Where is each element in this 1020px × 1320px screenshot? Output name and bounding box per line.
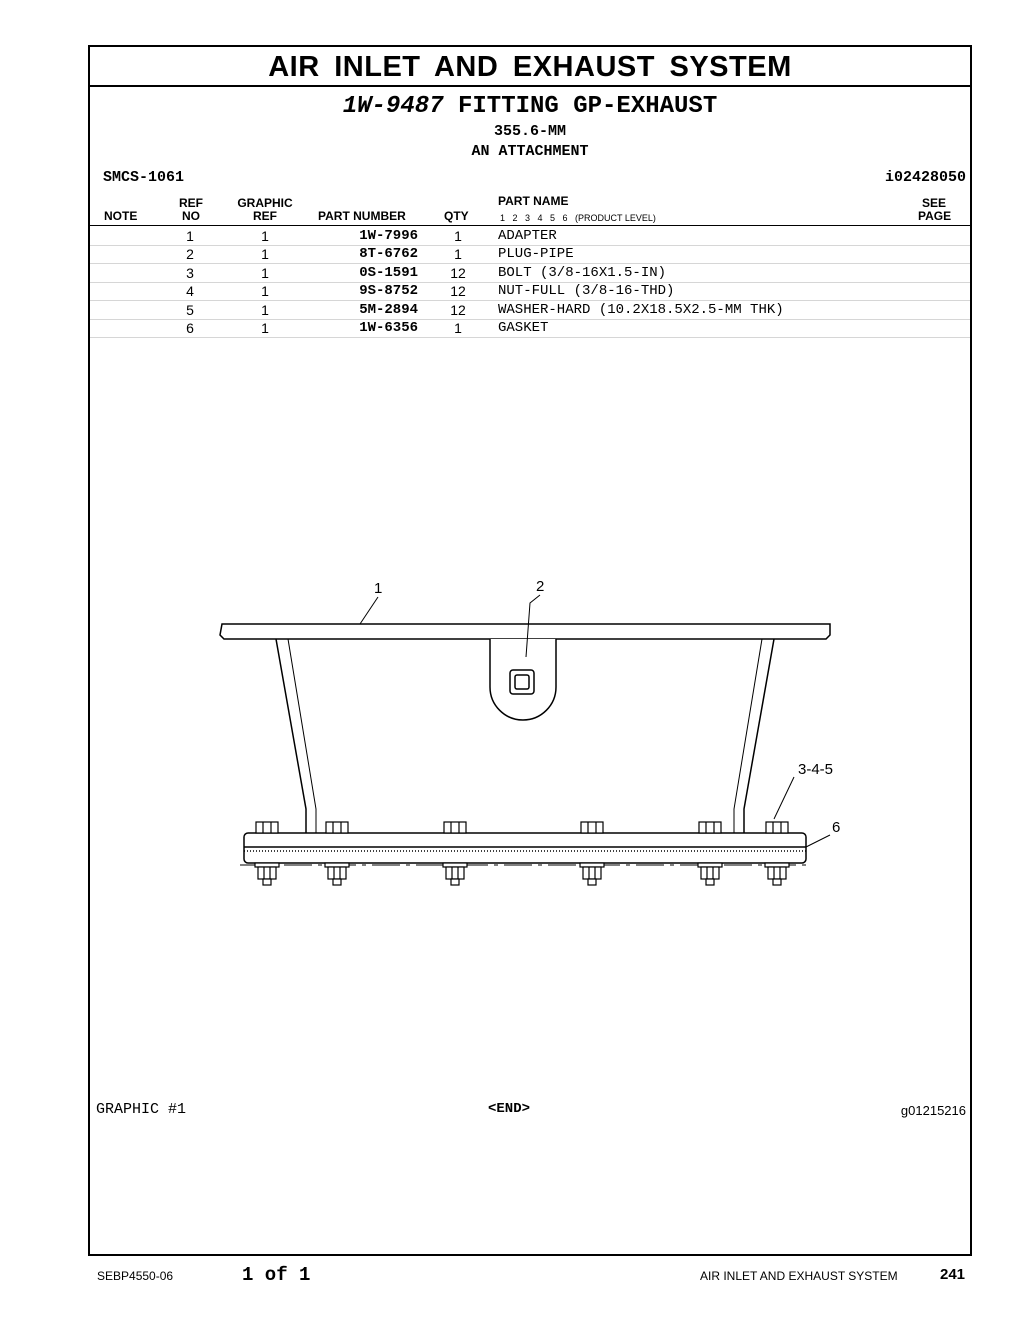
row-qty: 1 bbox=[454, 228, 462, 244]
col-note: NOTE bbox=[104, 209, 138, 223]
row-part-number: 1W-7996 bbox=[359, 228, 418, 244]
row-graphic-ref: 1 bbox=[261, 283, 269, 300]
group-part-number: 1W-9487 bbox=[342, 93, 444, 120]
section-title: AIR INLET AND EXHAUST SYSTEM bbox=[90, 47, 970, 87]
row-part-name: GASKET bbox=[498, 320, 549, 336]
row-qty: 12 bbox=[450, 283, 466, 300]
exhaust-fitting-diagram bbox=[90, 47, 970, 1254]
col-graphic-bottom: REF bbox=[253, 209, 277, 223]
callout-2: 2 bbox=[536, 578, 545, 595]
smcs-code: SMCS-1061 bbox=[103, 169, 185, 186]
row-graphic-ref: 1 bbox=[261, 246, 269, 263]
row-qty: 12 bbox=[450, 301, 466, 318]
row-part-name: PLUG-PIPE bbox=[498, 246, 574, 263]
row-ref-no: 1 bbox=[186, 228, 194, 244]
col-product-levels: 1 2 3 4 5 6 (PRODUCT LEVEL) bbox=[500, 213, 656, 223]
row-part-number: 0S-1591 bbox=[359, 264, 418, 281]
col-see-bottom: PAGE bbox=[918, 209, 952, 223]
end-marker: <END> bbox=[488, 1101, 531, 1117]
group-description: AN ATTACHMENT bbox=[471, 143, 589, 160]
col-ref-bottom: NO bbox=[182, 209, 200, 223]
callout-1: 1 bbox=[374, 580, 383, 597]
graphic-label: GRAPHIC #1 bbox=[96, 1101, 187, 1118]
row-part-name: WASHER-HARD (10.2X18.5X2.5-MM THK) bbox=[498, 301, 784, 318]
row-qty: 1 bbox=[454, 320, 462, 336]
row-part-name: BOLT (3/8-16X1.5-IN) bbox=[498, 264, 667, 281]
col-qty: QTY bbox=[444, 209, 469, 223]
row-ref-no: 3 bbox=[186, 264, 194, 281]
group-size: 355.6-MM bbox=[493, 123, 566, 140]
footer-page-count: 1 of 1 bbox=[242, 1264, 311, 1286]
row-ref-no: 6 bbox=[186, 320, 194, 336]
callout-3-4-5: 3-4-5 bbox=[798, 761, 834, 778]
row-ref-no: 2 bbox=[186, 246, 194, 263]
col-part-number: PART NUMBER bbox=[318, 209, 406, 223]
col-graphic-top: GRAPHIC bbox=[237, 196, 293, 210]
col-see-top: SEE bbox=[922, 196, 947, 210]
row-ref-no: 5 bbox=[186, 301, 194, 318]
row-graphic-ref: 1 bbox=[261, 264, 269, 281]
footer-page-number: 241 bbox=[940, 1266, 966, 1283]
row-graphic-ref: 1 bbox=[261, 301, 269, 318]
row-graphic-ref: 1 bbox=[261, 228, 269, 244]
callout-6: 6 bbox=[832, 819, 841, 836]
page-frame bbox=[88, 45, 972, 1256]
row-part-name: NUT-FULL (3/8-16-THD) bbox=[498, 283, 675, 300]
col-part-name: PART NAME bbox=[498, 194, 569, 208]
row-part-number: 1W-6356 bbox=[359, 320, 418, 336]
col-ref-top: REF bbox=[179, 196, 203, 210]
footer-doc-number: SEBP4550-06 bbox=[97, 1269, 174, 1283]
row-part-number: 9S-8752 bbox=[359, 283, 418, 300]
row-graphic-ref: 1 bbox=[261, 320, 269, 336]
document-ident: i02428050 bbox=[884, 169, 966, 186]
footer-section: AIR INLET AND EXHAUST SYSTEM bbox=[700, 1269, 898, 1283]
row-qty: 1 bbox=[454, 246, 462, 263]
row-part-number: 8T-6762 bbox=[359, 246, 418, 263]
row-part-number: 5M-2894 bbox=[359, 301, 418, 318]
row-part-name: ADAPTER bbox=[498, 228, 557, 244]
row-qty: 12 bbox=[450, 264, 466, 281]
row-ref-no: 4 bbox=[186, 283, 194, 300]
graphic-id: g01215216 bbox=[900, 1103, 966, 1118]
group-name: FITTING GP-EXHAUST bbox=[457, 93, 718, 120]
